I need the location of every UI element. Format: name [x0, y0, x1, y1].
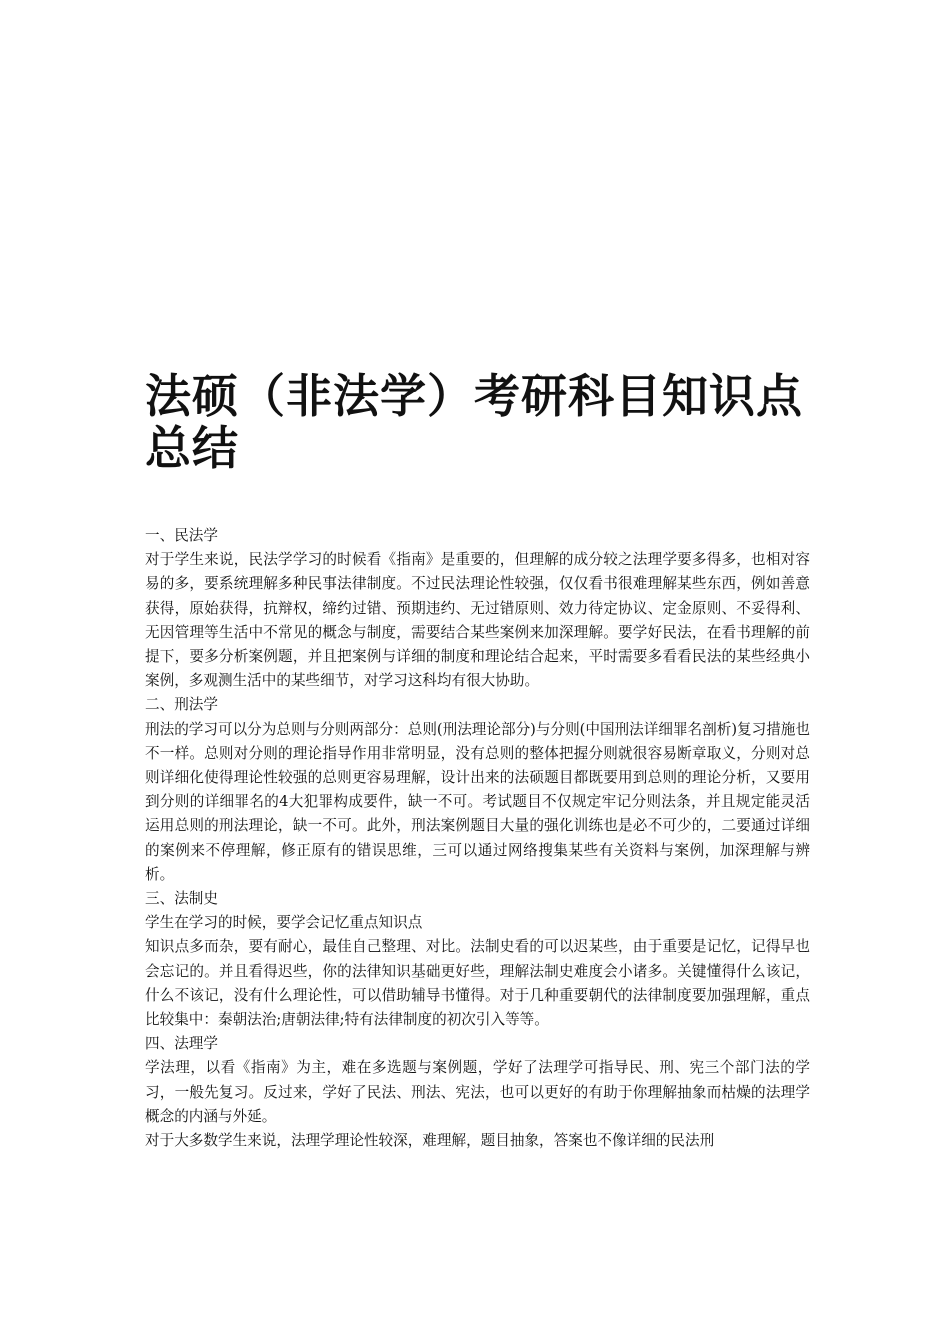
paragraph-jurisprudence-continued: 对于大多数学生来说，法理学理论性较深，难理解，题目抽象，答案也不像详细的民法刑 [145, 1132, 715, 1150]
section-heading-legal-history: 三、法制史 [145, 890, 218, 908]
document-title: 法硕（非法学）考研科目知识点总结 [145, 369, 803, 475]
section-heading-civil-law: 一、民法学 [145, 527, 218, 544]
paragraph-criminal-law: 刑法的学习可以分为总则与分则两部分：总则(刑法理论部分)与分则(中国刑法详细罪名剖析)复习措施也不一样。总则对分则的理论指导作用非常明显，没有总则的整体把握分则就很容易断章取义，分则对总则详细化使得理论性较强的总则更容易理解，设计出来的法硕题目都既要用到总则的理论分析，又要用到分则的详细罪名的4大犯罪构成要件，缺一不可。考试题目不仅规定牢记分则法条，并且规定能灵活运用总则的刑法理论，缺一不可。此外，刑法案例题目大量的强化训练也是必不可少的，二要通过详细的案例来不停理解，修正原有的错误思维，三可以通过网络搜集某些有关资料与案例，加深理解与辨析。 [145, 720, 810, 883]
section-heading-criminal-law: 二、刑法学 [145, 696, 218, 714]
document-body [145, 524, 810, 1153]
paragraph-legal-history: 知识点多而杂，要有耐心，最佳自己整理、对比。法制史看的可以迟某些，由于重要是记忆，记得早也会忘记的。并且看得迟些，你的法律知识基础更好些，理解法制史难度会小诸多。关键懂得什么该记，什么不该记，没有什么理论性，可以借助辅导书懂得。对于几种重要朝代的法律制度要加强理解，重点比较集中：秦朝法治;唐朝法律;特有法律制度的初次引入等等。 [145, 938, 810, 1029]
paragraph-jurisprudence: 学法理，以看《指南》为主，难在多选题与案例题，学好了法理学可指导民、刑、宪三个部门法的学习，一般先复习。反过来，学好了民法、刑法、宪法，也可以更好的有助于你理解抽象而枯燥的法理学概念的内涵与外延。 [145, 1059, 810, 1125]
section-heading-jurisprudence: 四、法理学 [145, 1035, 218, 1053]
paragraph-legal-history-intro: 学生在学习的时候，要学会记忆重点知识点 [145, 914, 423, 932]
paragraph-civil-law: 对于学生来说，民法学学习的时候看《指南》是重要的，但理解的成分较之法理学要多得多，也相对容易的多，要系统理解多种民事法律制度。不过民法理论性较强，仅仅看书很难理解某些东西，例如善意获得，原始获得，抗辩权，缔约过错、预期违约、无过错原则、效力待定协议、定金原则、不妥得利、无因管理等生活中不常见的概念与制度，需要结合某些案例来加深理解。要学好民法，在看书理解的前提下，要多分析案例题，并且把案例与详细的制度和理论结合起来，平时需要多看看民法的某些经典小案例，多观测生活中的某些细节，对学习这科均有很大协助。 [145, 551, 810, 690]
